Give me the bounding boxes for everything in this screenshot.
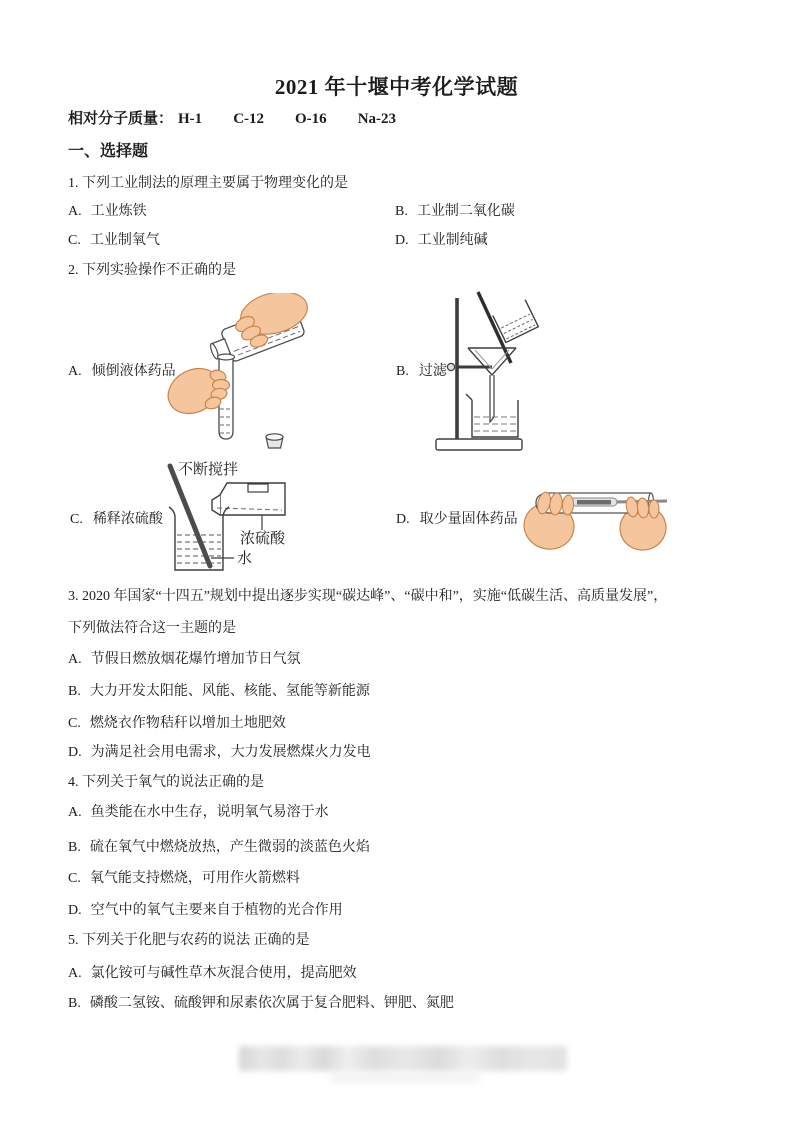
option-key: C.: [68, 871, 81, 886]
q3-option-d: [68, 745, 371, 761]
filtrate-beaker: [466, 394, 518, 437]
option-key: A.: [68, 805, 82, 820]
question-3-stem-line1: 3. 2020 年国家“十四五”规划中提出逐步实现“碳达峰”、“碳中和”，实施“低碳生活、高质量发展”，: [68, 589, 668, 604]
option-text: 为满足社会用电需求，大力发展燃煤火力发电: [90, 745, 371, 760]
molar-mass-item-na: Na-23: [357, 111, 397, 127]
option-text: 硫在氧气中燃烧放热，产生微弱的淡蓝色火焰: [89, 840, 370, 855]
option-text: 工业制二氧化碳: [416, 204, 515, 219]
option-key: A.: [68, 364, 82, 379]
option-key: D.: [68, 745, 82, 760]
q2-figure-c-caption: [70, 512, 163, 528]
option-key: B.: [396, 364, 409, 379]
q2-figure-a-caption: [68, 364, 176, 380]
q1-option-a: [68, 204, 147, 220]
question-1-stem: 1. 下列工业制法的原理主要属于物理变化的是: [68, 176, 348, 191]
option-text: 空气中的氧气主要来自于植物的光合作用: [90, 903, 343, 918]
q2-figure-d-caption: [396, 512, 518, 528]
molar-mass-item-o: O-16: [295, 111, 327, 127]
option-key: B.: [395, 204, 408, 219]
q3-option-a: [68, 652, 301, 668]
caption-text: 过滤: [418, 364, 447, 379]
option-key: B.: [68, 996, 81, 1011]
water-annotation: 水: [237, 551, 253, 567]
acid-annotation: 浓硫酸: [240, 531, 286, 547]
question-4-stem: 4. 下列关于氧气的说法正确的是: [68, 775, 264, 790]
option-key: B.: [68, 684, 81, 699]
option-text: 大力开发太阳能、风能、核能、氢能等新能源: [89, 684, 370, 699]
q1-option-b: [395, 204, 515, 220]
section-heading: 一、选择题: [68, 143, 149, 160]
caption-text: 稀释浓硫酸: [92, 512, 163, 527]
option-text: 氧气能支持燃烧，可用作火箭燃料: [89, 871, 300, 886]
acid-bottle: [212, 483, 285, 515]
q3-option-c: [68, 716, 286, 732]
q1-option-d: [395, 233, 488, 249]
question-3-stem-line2: 下列做法符合这一主题的是: [68, 621, 236, 636]
q3-option-b: [68, 684, 370, 700]
molar-mass-item-c: C-12: [233, 111, 265, 127]
molar-mass-label: 相对分子质量：: [68, 111, 174, 127]
option-key: A.: [68, 652, 82, 667]
option-text: 磷酸二氢铵、硫酸钾和尿素依次属于复合肥料、钾肥、氮肥: [89, 996, 454, 1011]
figure-pour-liquid: [158, 293, 310, 457]
q5-option-a: [68, 966, 357, 982]
q4-option-d: [68, 903, 343, 919]
molar-mass-item-h: H-1: [178, 111, 203, 127]
q4-option-a: [68, 805, 329, 821]
caption-text: 倾倒液体药品: [91, 364, 176, 379]
option-text: 节假日燃放烟花爆竹增加节日气氛: [90, 652, 301, 667]
option-key: C.: [68, 233, 81, 248]
molar-mass-line: [68, 107, 396, 128]
q4-option-c: [68, 871, 300, 887]
option-text: 氯化铵可与碱性草木灰混合使用，提高肥效: [90, 966, 357, 981]
option-key: C.: [70, 512, 83, 527]
right-fingers: [625, 496, 659, 518]
option-key: D.: [396, 512, 410, 527]
page-title: 2021 年十堰中考化学试题: [274, 75, 519, 99]
q1-option-c: [68, 233, 160, 249]
option-key: A.: [68, 204, 82, 219]
caption-text: 取少量固体药品: [419, 512, 518, 527]
watermark: [239, 1046, 567, 1071]
option-text: 工业制氧气: [89, 233, 160, 248]
option-text: 鱼类能在水中生存，说明氧气易溶于水: [90, 805, 329, 820]
option-text: 燃烧衣作物秸秆以增加土地肥效: [89, 716, 286, 731]
figure-take-solid: [516, 472, 671, 554]
option-key: B.: [68, 840, 81, 855]
bottle-stopper: [266, 434, 283, 448]
q2-figure-b-caption: [396, 364, 447, 380]
question-2-stem: 2. 下列实验操作不正确的是: [68, 263, 236, 278]
q4-option-b: [68, 840, 370, 856]
question-5-stem: 5. 下列关于化肥与农药的说法 正确的是: [68, 933, 310, 948]
watermark-echo: [330, 1073, 480, 1082]
option-text: 工业炼铁: [90, 204, 147, 219]
stirring-rod: [170, 466, 210, 566]
option-key: D.: [68, 903, 82, 918]
option-key: C.: [68, 716, 81, 731]
option-key: D.: [395, 233, 409, 248]
option-key: A.: [68, 966, 82, 981]
option-text: 工业制纯碱: [417, 233, 488, 248]
left-fingers: [536, 491, 575, 516]
q5-option-b: [68, 996, 454, 1012]
stir-annotation: 不断搅拌: [178, 462, 239, 478]
